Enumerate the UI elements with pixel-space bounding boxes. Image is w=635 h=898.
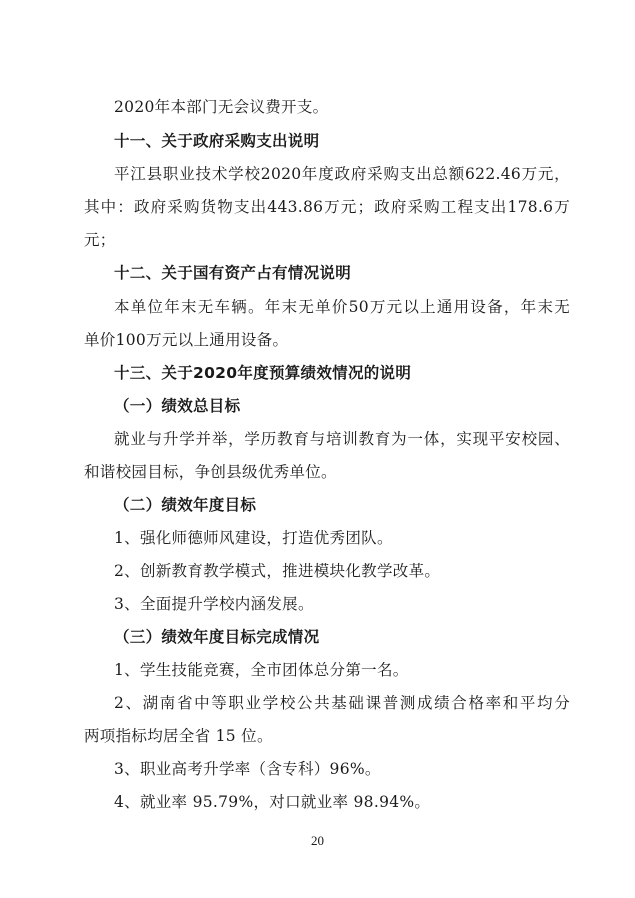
subheading-goal-completion: （三）绩效年度目标完成情况 [114, 628, 320, 646]
annual-goal-item-1: 1、强化师德师风建设，打造优秀团队。 [114, 529, 393, 547]
section-heading-13: 十三、关于2020年度预算绩效情况的说明 [114, 364, 412, 382]
procurement-line-3: 元； [84, 231, 116, 249]
procurement-line-2: 其中：政府采购货物支出443.86万元；政府采购工程支出178.6万 [84, 198, 570, 216]
annual-goal-item-3: 3、全面提升学校内涵发展。 [114, 595, 314, 613]
overall-goal-line-2: 和谐校园目标，争创县级优秀单位。 [84, 463, 337, 481]
assets-line-2: 单价100万元以上通用设备。 [84, 331, 289, 349]
completion-item-1: 1、学生技能竞赛，全市团体总分第一名。 [114, 661, 409, 679]
completion-item-4: 4、就业率 95.79%，对口就业率 98.94%。 [114, 793, 431, 811]
completion-item-2-line-2: 两项指标均居全省 15 位。 [84, 727, 273, 745]
completion-item-3: 3、职业高考升学率（含专科）96%。 [114, 760, 381, 778]
annual-goal-item-2: 2、创新教育教学模式，推进模块化教学改革。 [114, 562, 441, 580]
overall-goal-line-1: 就业与升学并举，学历教育与培训教育为一体，实现平安校园、 [114, 430, 570, 448]
subheading-overall-goal: （一）绩效总目标 [114, 397, 241, 415]
completion-item-2-line-1: 2、湖南省中等职业学校公共基础课普测成绩合格率和平均分 [114, 694, 570, 712]
procurement-line-1: 平江县职业技术学校2020年度政府采购支出总额622.46万元， [114, 165, 570, 183]
page-number: 20 [311, 833, 324, 848]
subheading-annual-goals: （二）绩效年度目标 [114, 496, 257, 514]
section-heading-11: 十一、关于政府采购支出说明 [114, 132, 320, 150]
section-heading-12: 十二、关于国有资产占有情况说明 [114, 264, 352, 282]
assets-line-1: 本单位年末无车辆。年末无单价50万元以上通用设备，年末无 [114, 298, 570, 316]
paragraph-meeting-expense: 2020年本部门无会议费开支。 [114, 98, 329, 116]
